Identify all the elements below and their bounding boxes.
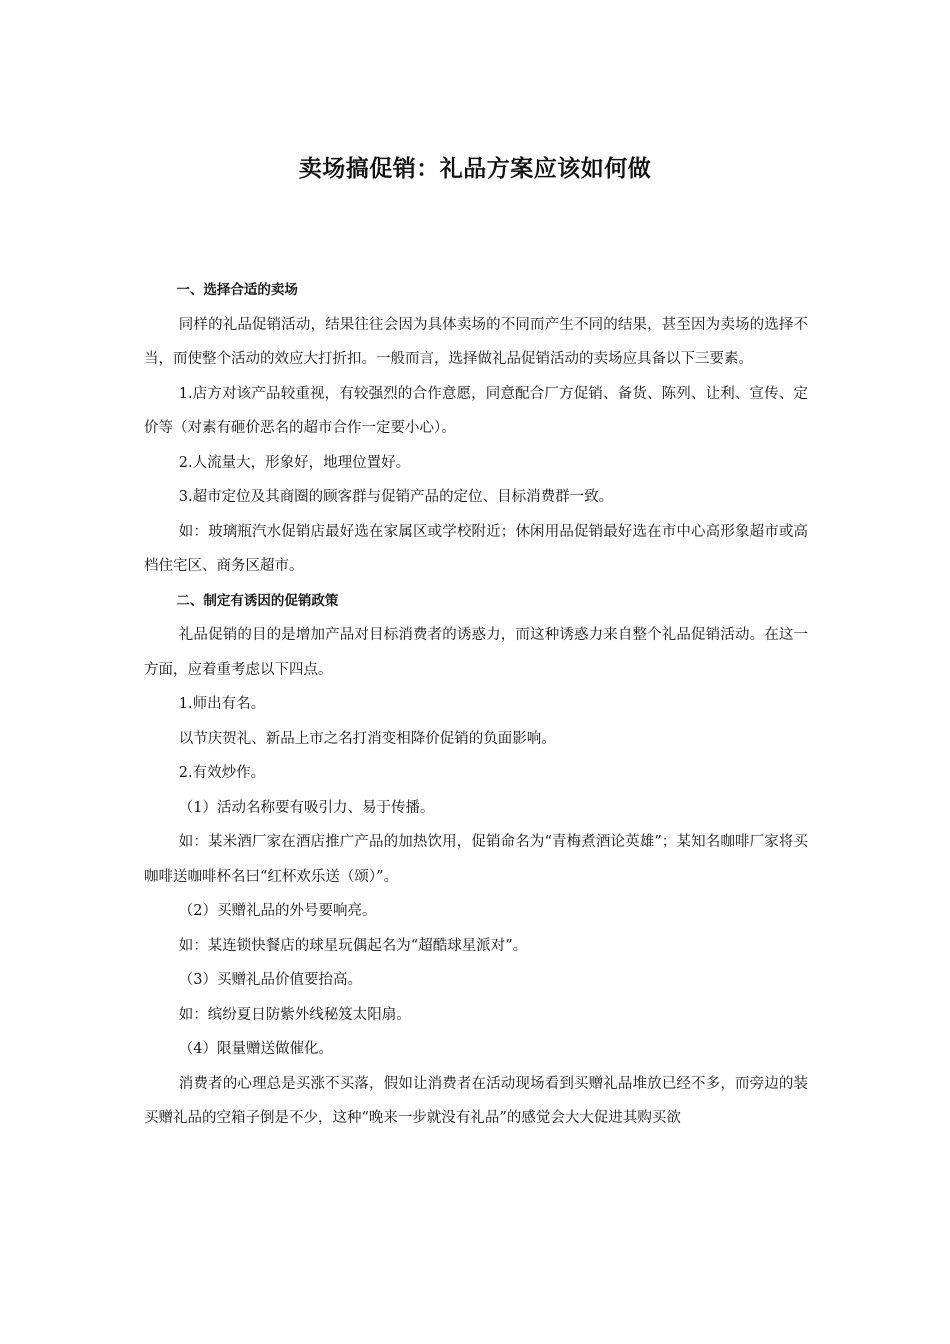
paragraph: 如：缤纷夏日防紫外线秘笈太阳扇。 xyxy=(178,1006,411,1023)
paragraph: （1）活动名称要有吸引力、易于传播。 xyxy=(178,799,435,816)
paragraph: 3.超市定位及其商圈的顾客群与促销产品的定位、目标消费群一致。 xyxy=(178,489,614,505)
document-title: 卖场搞促销：礼品方案应该如何做 xyxy=(298,156,652,182)
paragraph: 2.人流量大，形象好，地理位置好。 xyxy=(178,454,411,471)
paragraph: 2.有效炒作。 xyxy=(178,765,266,781)
section-heading: 一、选择合适的卖场 xyxy=(176,282,298,298)
paragraph: 如：某连锁快餐店的球星玩偶起名为“超酷球星派对”。 xyxy=(178,937,528,954)
paragraph: 如：某米酒厂家在酒店推广产品的加热饮用，促销命名为“青梅煮酒论英雄”；某知名咖啡厂家将买咖啡送咖啡杯名曰“红杯欢乐送（颂）”。 xyxy=(144,834,808,885)
paragraph: 消费者的心理总是买涨不买落，假如让消费者在活动现场看到买赠礼品堆放已经不多，而旁边的装买赠礼品的空箱子倒是不少，这种“晚来一步就没有礼品”的感觉会大大促进其购买欲 xyxy=(144,1075,808,1126)
section-heading: 二、制定有诱因的促销政策 xyxy=(176,592,339,609)
paragraph: 1.师出有名。 xyxy=(178,696,266,712)
paragraph: 以节庆贺礼、新品上市之名打消变相降价促销的负面影响。 xyxy=(178,730,556,747)
paragraph: 1.店方对该产品较重视，有较强烈的合作意愿，同意配合厂方促销、备货、陈列、让利、宣传、定价等（对素有砸价恶名的超市合作一定要小心）。 xyxy=(144,385,808,436)
paragraph: 如：玻璃瓶汽水促销店最好选在家属区或学校附近；休闲用品促销最好选在市中心高形象超市或高档住宅区、商务区超市。 xyxy=(144,523,808,574)
paragraph: （2）买赠礼品的外号要响亮。 xyxy=(178,903,377,919)
document-body xyxy=(144,273,808,1136)
paragraph: （3）买赠礼品价值要抬高。 xyxy=(178,972,363,988)
paragraph: 礼品促销的目的是增加产品对目标消费者的诱惑力，而这种诱惑力来自整个礼品促销活动。在这一方面，应着重考虑以下四点。 xyxy=(144,627,808,678)
paragraph: （4）限量赠送做催化。 xyxy=(178,1041,334,1057)
paragraph: 同样的礼品促销活动，结果往往会因为具体卖场的不同而产生不同的结果，甚至因为卖场的选择不当，而使整个活动的效应大打折扣。一般而言，选择做礼品促销活动的卖场应具备以下三要素。 xyxy=(144,316,808,367)
